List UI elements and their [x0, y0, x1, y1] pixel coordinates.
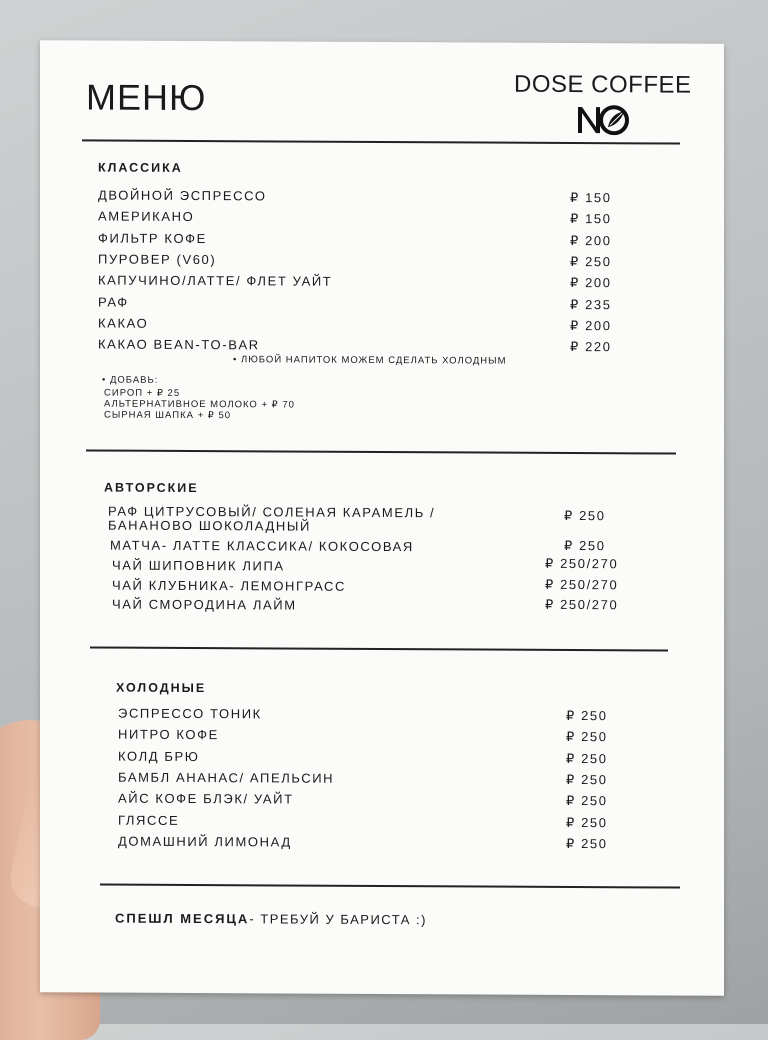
- menu-item-name: ГЛЯССЕ: [118, 812, 180, 828]
- menu-item-name: ДВОЙНОЙ ЭСПРЕССО: [98, 187, 267, 204]
- menu-item-name: КАКАО: [98, 315, 149, 331]
- menu-item-name: МАТЧА- ЛАТТЕ КЛАССИКА/ КОКОСОВАЯ: [110, 537, 414, 555]
- menu-item-price: ₽ 220: [570, 339, 612, 355]
- menu-item-price: ₽ 250: [566, 835, 608, 851]
- menu-item-price: ₽ 250: [566, 771, 608, 788]
- menu-item-price: ₽ 250: [564, 537, 606, 554]
- menu-item-name: ЧАЙ СМОРОДИНА ЛАЙМ: [112, 596, 297, 613]
- brand-name: DOSE COFFEE: [514, 70, 692, 99]
- menu-item-name: АМЕРИКАНО: [98, 208, 195, 225]
- footer-special: [115, 911, 427, 928]
- divider: [90, 646, 668, 651]
- section-title-cold: ХОЛОДНЫЕ: [116, 680, 207, 696]
- addons-title: • ДОБАВЬ:: [102, 374, 159, 386]
- menu-item-price: ₽ 250: [566, 729, 608, 745]
- menu-item-price: ₽ 200: [570, 275, 612, 291]
- menu-item-name: ЧАЙ КЛУБНИКА- ЛЕМОНГРАСС: [112, 577, 347, 594]
- menu-item-price: ₽ 250/270: [545, 555, 619, 572]
- menu-item-name: БАНАНОВО ШОКОЛАДНЫЙ: [108, 517, 311, 534]
- menu-item-price: ₽ 235: [570, 296, 612, 312]
- menu-item-name: РАФ: [98, 294, 129, 310]
- menu-item-name: ДОМАШНИЙ ЛИМОНАД: [118, 833, 292, 850]
- menu-item-name: КОЛД БРЮ: [118, 748, 200, 764]
- menu-item-name: АЙС КОФЕ БЛЭК/ УАЙТ: [118, 790, 294, 807]
- divider: [86, 449, 676, 454]
- special-rest: - ТРЕБУЙ У БАРИСТА :): [249, 911, 427, 928]
- menu-item-price: ₽ 250: [566, 750, 608, 766]
- menu-item-price: ₽ 150: [570, 211, 612, 227]
- menu-sheet: [40, 40, 724, 996]
- menu-item-name: КАПУЧИНО/ЛАТТЕ/ ФЛЕТ УАЙТ: [98, 272, 333, 289]
- menu-item-name: ФИЛЬТР КОФЕ: [98, 230, 207, 246]
- menu-item-price: ₽ 250: [564, 507, 606, 524]
- addon-item: АЛЬТЕРНАТИВНОЕ МОЛОКО + ₽ 70: [104, 398, 295, 411]
- menu-item-price: ₽ 250: [566, 793, 608, 809]
- menu-item-price: ₽ 250: [570, 253, 612, 270]
- menu-item-name: ПУРОВЕР (V60): [98, 251, 217, 268]
- menu-item-name: БАМБЛ АНАНАС/ АПЕЛЬСИН: [118, 769, 335, 786]
- menu-item-price: ₽ 200: [570, 317, 612, 333]
- section-title-author: АВТОРСКИЕ: [104, 480, 199, 496]
- cold-note: • ЛЮБОЙ НАПИТОК МОЖЕМ СДЕЛАТЬ ХОЛОДНЫМ: [233, 354, 507, 367]
- menu-item-price: ₽ 150: [570, 189, 612, 206]
- addon-item: СИРОП + ₽ 25: [104, 387, 181, 399]
- menu-item-name: КАКАО BEAN-TO-BAR: [98, 336, 260, 353]
- section-title-classic: КЛАССИКА: [98, 160, 183, 175]
- menu-title: МЕНЮ: [86, 76, 207, 119]
- menu-item-name: РАФ ЦИТРУСОВЫЙ/ СОЛЕНАЯ КАРАМЕЛЬ /: [108, 503, 436, 521]
- menu-item-price: ₽ 250/270: [545, 596, 619, 613]
- divider: [100, 884, 680, 889]
- menu-item-name: НИТРО КОФЕ: [118, 726, 219, 743]
- addon-item: СЫРНАЯ ШАПКА + ₽ 50: [104, 409, 232, 422]
- brand-logo-icon: [576, 103, 632, 135]
- menu-item-price: ₽ 250: [566, 707, 608, 724]
- menu-item-name: ЭСПРЕССО ТОНИК: [118, 705, 262, 722]
- menu-item-price: ₽ 250: [566, 814, 608, 830]
- divider: [82, 139, 680, 144]
- special-label: СПЕШЛ МЕСЯЦА: [115, 910, 250, 927]
- menu-item-price: ₽ 200: [570, 232, 612, 248]
- menu-item-name: ЧАЙ ШИПОВНИК ЛИПА: [112, 557, 285, 574]
- menu-item-price: ₽ 250/270: [545, 576, 619, 593]
